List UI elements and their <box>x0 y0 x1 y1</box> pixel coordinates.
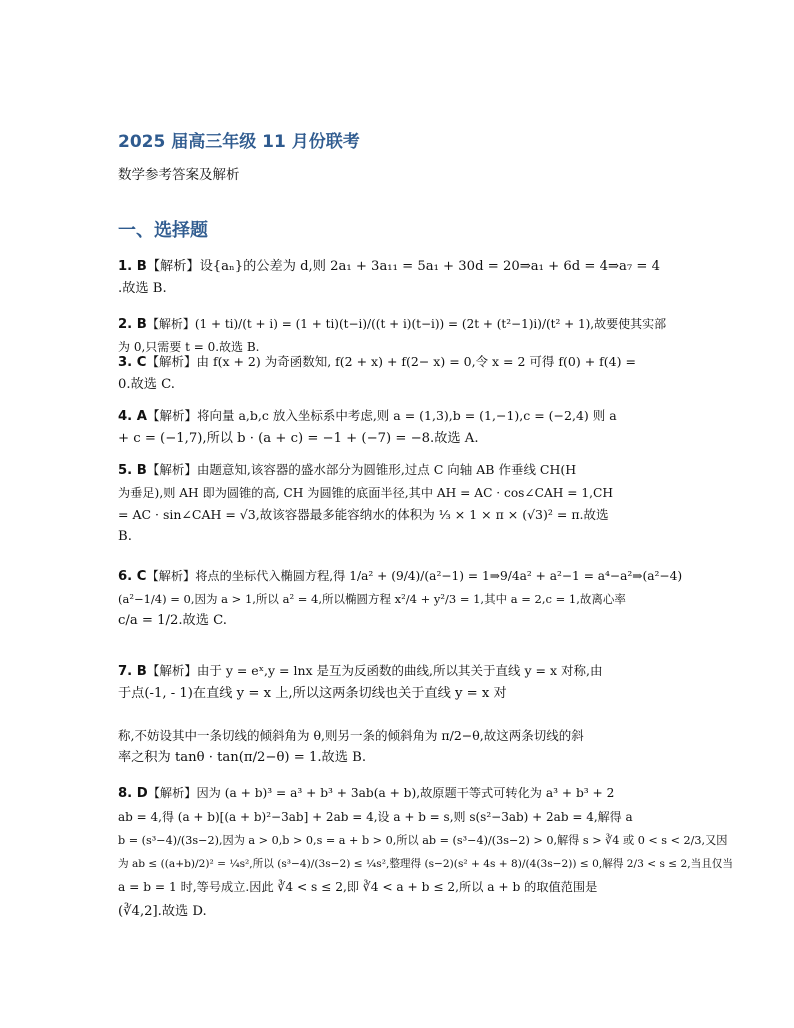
question-number: 2. B <box>118 317 147 332</box>
question-number: 7. B <box>118 664 147 679</box>
answer-line: = AC · sin∠CAH = √3,故该容器最多能容纳水的体积为 ⅓ × 1 × π × (√3)² = π.故选 <box>118 507 609 522</box>
answer-line: 【解析】由于 y = eˣ,y = lnx 是互为反函数的曲线,所以其关于直线 y = x 对称,由 <box>146 663 603 678</box>
answer-line: 【解析】由 f(x + 2) 为奇函数知, f(2 + x) + f(2− x) = 0,令 x = 2 可得 f(0) + f(4) = <box>146 354 636 369</box>
page-subtitle: 数学参考答案及解析 <box>118 167 240 183</box>
answer-line: c/a = 1/2.故选 C. <box>118 613 227 628</box>
answer-line: 【解析】(1 + ti)/(t + i) = (1 + ti)(t−i)/((t + i)(t−i)) = (2t + (t²−1)i)/(t² + 1),故要使其实部为 0,只需要 t = 0.故选 B. <box>118 317 667 354</box>
answer-line: B. <box>118 529 132 544</box>
answer-line: (a²−1/4) = 0,因为 a > 1,所以 a² = 4,所以椭圆方程 x²/4 + y²/3 = 1,其中 a = 2,c = 1,故离心率 <box>118 592 626 606</box>
answer-line: 【解析】由题意知,该容器的盛水部分为圆锥形,过点 C 向轴 AB 作垂线 CH(H <box>146 462 577 477</box>
answer-line: b = (s³−4)/(3s−2),因为 a > 0,b > 0,s = a + b > 0,所以 ab = (s³−4)/(3s−2) > 0,解得 s > ∛4 或 0 < s < 2/3,又因 <box>118 834 728 847</box>
question-number: 5. B <box>118 463 147 478</box>
question-number: 3. C <box>118 355 147 370</box>
question-8 <box>118 782 733 923</box>
answer-line: ab = 4,得 (a + b)[(a + b)²−3ab] + 2ab = 4,设 a + b = s,则 s(s²−3ab) + 2ab = 4,解得 a <box>118 809 633 824</box>
answer-line: + c = (−1,7),所以 b · (a + c) = −1 + (−7) = −8.故选 A. <box>118 431 479 446</box>
answer-line: 称,不妨设其中一条切线的倾斜角为 θ,则另一条的倾斜角为 π/2−θ,故这两条切线的斜 <box>118 728 584 743</box>
answer-line: 【解析】将点的坐标代入椭圆方程,得 1/a² + (9/4)/(a²−1) = 1⇒9/4a² + a²−1 = a⁴−a²⇒(a²−4) <box>146 569 683 583</box>
question-number: 4. A <box>118 409 147 424</box>
answer-line: .故选 B. <box>118 281 167 296</box>
answer-line: 于点(-1, - 1)在直线 y = x 上,所以这两条切线也关于直线 y = x 对 <box>118 686 507 701</box>
answer-line: 为 ab ≤ ((a+b)/2)² = ¼s²,所以 (s³−4)/(3s−2) ≤ ¼s²,整理得 (s−2)(s² + 4s + 8)/(4(3s−2)) ≤ 0,解得 2/3 < s ≤ 2,当且仅当 <box>118 857 733 870</box>
answer-line: (∛4,2].故选 D. <box>118 903 207 919</box>
question-3 <box>118 351 678 396</box>
answer-line: a = b = 1 时,等号成立.因此 ∛4 < s ≤ 2,即 ∛4 < a + b ≤ 2,所以 a + b 的取值范围是 <box>118 880 598 894</box>
question-number: 1. B <box>118 259 147 274</box>
answer-line: 0.故选 C. <box>118 377 175 392</box>
answer-line: 【解析】设{aₙ}的公差为 d,则 2a₁ + 3a₁₁ = 5a₁ + 30d = 20⇒a₁ + 6d = 4⇒a₇ = 4 <box>146 259 661 274</box>
question-7 <box>118 660 678 769</box>
answer-line: 【解析】因为 (a + b)³ = a³ + b³ + 3ab(a + b),故原题干等式可转化为 a³ + b³ + 2 <box>147 786 615 800</box>
section-heading: 一、选择题 <box>118 220 208 241</box>
question-number: 6. C <box>118 569 147 584</box>
answer-line: 【解析】将向量 a,b,c 放入坐标系中考虑,则 a = (1,3),b = (1,−1),c = (−2,4) 则 a <box>146 408 617 423</box>
question-6 <box>118 565 683 632</box>
answer-line: 率之积为 tanθ · tan(π/2−θ) = 1.故选 B. <box>118 750 367 765</box>
question-number: 8. D <box>118 786 148 801</box>
answer-line: 为垂足),则 AH 即为圆锥的高, CH 为圆锥的底面半径,其中 AH = AC · cos∠CAH = 1,CH <box>118 486 613 500</box>
question-1 <box>118 256 678 300</box>
question-5 <box>118 459 678 548</box>
question-4 <box>118 405 678 450</box>
page-title: 2025 届高三年级 11 月份联考 <box>118 132 360 152</box>
